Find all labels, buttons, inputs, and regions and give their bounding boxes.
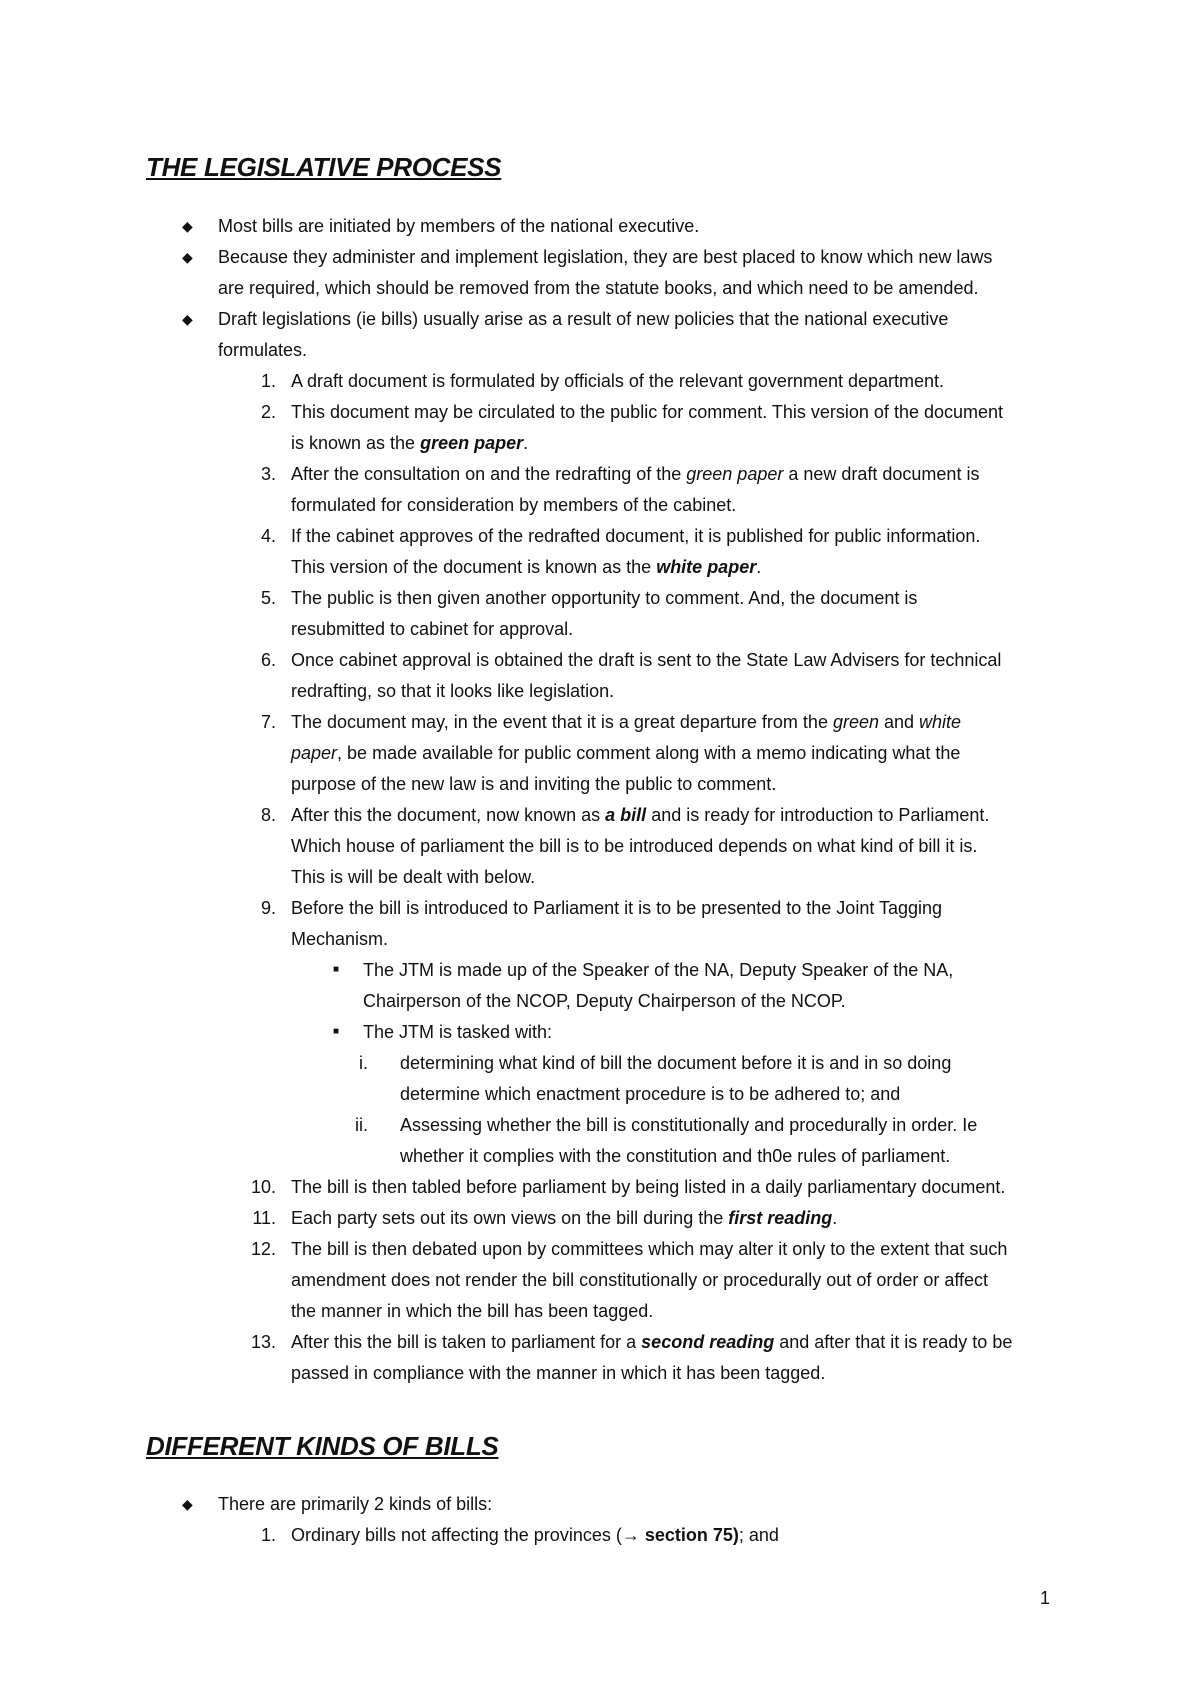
list-item-text: Before the bill is introduced to Parliament it is to be presented to the Joint Tagging (291, 898, 943, 918)
emphasis-green-paper: green paper (420, 433, 524, 453)
bullet-text: Because they administer and implement legislation, they are best placed to know which new laws (218, 247, 993, 267)
square-bullet-icon: ■ (333, 964, 340, 975)
right-arrow-icon: → (621, 1525, 640, 1545)
list-item-text (291, 710, 961, 734)
list-number: 8. (260, 805, 276, 825)
list-item-text: redrafting, so that it looks like legislation. (291, 681, 615, 701)
list-item-text: amendment does not render the bill constitutionally or procedurally out of order or affect (291, 1270, 989, 1290)
italic-green-paper: green paper (686, 464, 784, 484)
list-item-text: Which house of parliament the bill is to be introduced depends on what kind of bill it is. (291, 836, 978, 856)
text-run: and after that it is ready to be (774, 1332, 1013, 1352)
list-number: 13. (250, 1332, 276, 1352)
text-run: After this the bill is taken to parliament for a (291, 1332, 642, 1352)
list-item-text (291, 741, 960, 765)
list-item-text: The public is then given another opportunity to comment. And, the document is (291, 588, 918, 608)
text-run: and (879, 712, 920, 732)
list-number: 4. (260, 526, 276, 546)
text-run: and is ready for introduction to Parliament. (646, 805, 990, 825)
roman-item-text: whether it complies with the constitution and th0e rules of parliament. (400, 1146, 951, 1166)
list-number: 10. (250, 1177, 276, 1197)
diamond-bullet-icon: ◆ (182, 1496, 193, 1512)
text-run: After this the document, now known as (291, 805, 606, 825)
list-item-text: The bill is then debated upon by committees which may alter it only to the extent that such (291, 1239, 1008, 1259)
list-item-text: This is will be dealt with below. (291, 867, 536, 887)
text-run: . (523, 433, 529, 453)
sub-bullet-text: The JTM is made up of the Speaker of the NA, Deputy Speaker of the NA, (363, 960, 954, 980)
list-item-text: purpose of the new law is and inviting the public to comment. (291, 774, 777, 794)
list-number: 1. (260, 371, 276, 391)
list-number: 6. (260, 650, 276, 670)
bullet-text: are required, which should be removed from the statute books, and which need to be amended. (218, 278, 979, 298)
list-number: 11. (252, 1208, 276, 1228)
roman-number: i. (359, 1053, 368, 1073)
list-item-text (291, 1330, 1012, 1354)
roman-number: ii. (355, 1115, 368, 1135)
emphasis-white-paper: white paper (656, 557, 757, 577)
section-heading-different-kinds-of-bills: DIFFERENT KINDS OF BILLS (146, 1431, 499, 1461)
italic-green: green (832, 712, 879, 732)
list-number: 3. (260, 464, 276, 484)
text-run: The document may, in the event that it is a great departure from the (291, 712, 833, 732)
diamond-bullet-icon: ◆ (182, 311, 193, 327)
square-bullet-icon: ■ (333, 1026, 340, 1037)
list-item-text: resubmitted to cabinet for approval. (291, 619, 574, 639)
bullet-text: formulates. (218, 340, 308, 360)
list-number: 5. (260, 588, 276, 608)
list-number: 12. (250, 1239, 276, 1259)
list-item-text: Once cabinet approval is obtained the draft is sent to the State Law Advisers for technical (291, 650, 1002, 670)
page-number: 1 (1040, 1588, 1051, 1608)
list-number: 1. (260, 1525, 276, 1545)
list-item-text: A draft document is formulated by officials of the relevant government department. (291, 371, 945, 391)
italic-paper: paper (291, 743, 338, 763)
section-reference: section 75) (644, 1525, 739, 1545)
text-run: Each party sets out its own views on the bill during the (291, 1208, 729, 1228)
bullet-text: Draft legislations (ie bills) usually arise as a result of new policies that the national executive (218, 309, 949, 329)
italic-white: white (919, 712, 962, 732)
list-number: 2. (260, 402, 276, 422)
text-run: . (832, 1208, 838, 1228)
text-run: ; and (738, 1525, 779, 1545)
diamond-bullet-icon: ◆ (182, 218, 193, 234)
text-run: . (756, 557, 762, 577)
list-item-text (291, 803, 989, 827)
text-run: Ordinary bills not affecting the provinces ( (291, 1525, 622, 1545)
emphasis-a-bill: a bill (605, 805, 647, 825)
text-run: This version of the document is known as the (291, 557, 657, 577)
list-item-text (291, 462, 979, 486)
list-item-text: This document may be circulated to the public for comment. This version of the document (291, 402, 1004, 422)
roman-item-text: determining what kind of bill the document before it is and in so doing (400, 1053, 952, 1073)
list-number: 9. (260, 898, 276, 918)
list-item-text (291, 1523, 779, 1547)
bullet-text: Most bills are initiated by members of the national executive. (218, 216, 700, 236)
list-item-text: Mechanism. (291, 929, 389, 949)
emphasis-second-reading: second reading (641, 1332, 775, 1352)
text-run: After the consultation on and the redrafting of the (291, 464, 687, 484)
roman-item-text: determine which enactment procedure is to be adhered to; and (400, 1084, 901, 1104)
text-run: , be made available for public comment along with a memo indicating what the (337, 743, 961, 763)
list-item-text (291, 555, 761, 579)
text-run: a new draft document is (783, 464, 980, 484)
list-item-text (291, 431, 528, 455)
sub-bullet-text: Chairperson of the NCOP, Deputy Chairperson of the NCOP. (363, 991, 846, 1011)
list-item-text: passed in compliance with the manner in which it has been tagged. (291, 1363, 826, 1383)
text-run: is known as the (291, 433, 421, 453)
list-number: 7. (260, 712, 276, 732)
bullet-text: There are primarily 2 kinds of bills: (218, 1494, 493, 1514)
section-heading-legislative-process: THE LEGISLATIVE PROCESS (146, 152, 502, 182)
list-item-text: the manner in which the bill has been tagged. (291, 1301, 654, 1321)
list-item-text: The bill is then tabled before parliament by being listed in a daily parliamentary document. (291, 1177, 1006, 1197)
sub-bullet-text: The JTM is tasked with: (363, 1022, 553, 1042)
list-item-text: If the cabinet approves of the redrafted document, it is published for public information. (291, 526, 981, 546)
list-item-text (291, 1206, 837, 1230)
roman-item-text: Assessing whether the bill is constitutionally and procedurally in order. Ie (400, 1115, 978, 1135)
diamond-bullet-icon: ◆ (182, 249, 193, 265)
emphasis-first-reading: first reading (728, 1208, 833, 1228)
list-item-text: formulated for consideration by members of the cabinet. (291, 495, 737, 515)
